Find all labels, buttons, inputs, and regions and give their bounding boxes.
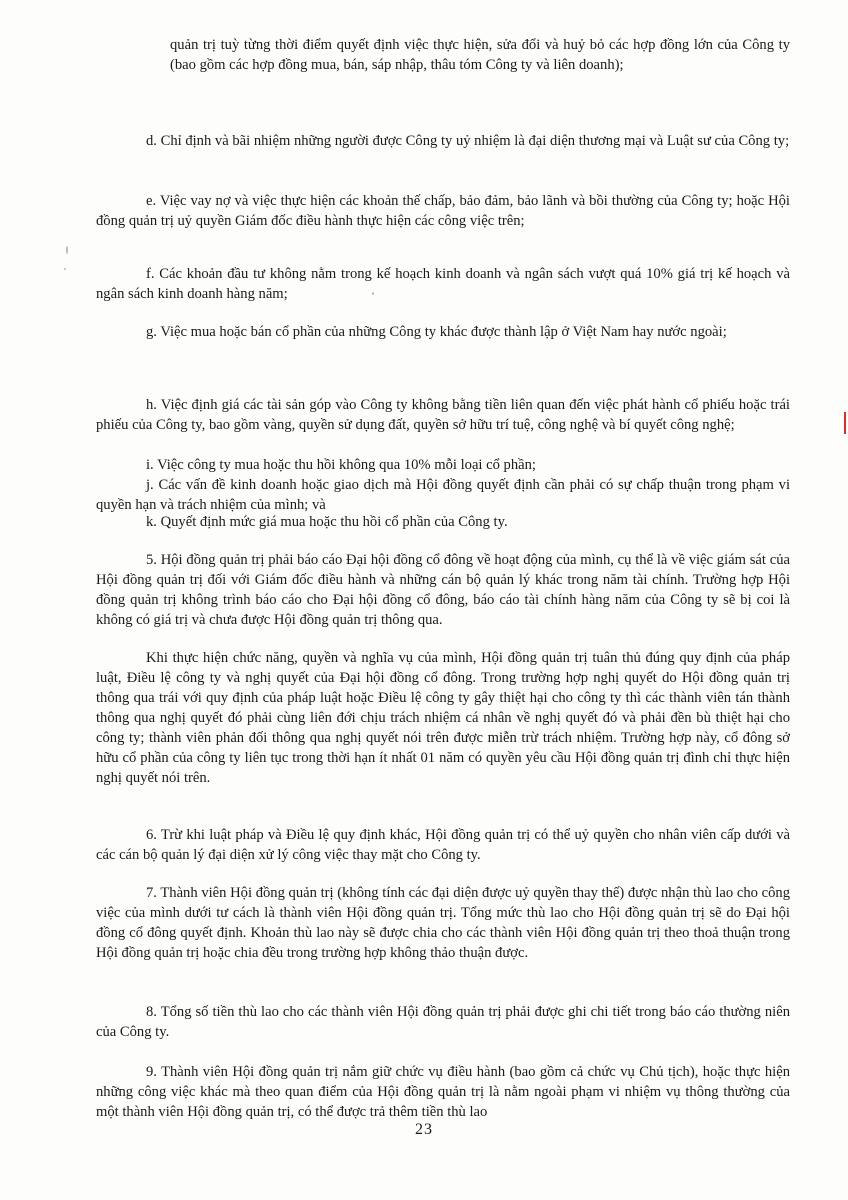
page-number: 23 xyxy=(415,1121,433,1138)
scan-speck xyxy=(64,268,66,270)
paragraph-h: h. Việc định giá các tài sản góp vào Công ty không bằng tiền liên quan đến việc phát hành cổ phiếu hoặc trái phiếu của Công ty, bao gồm vàng, quyền sử dụng đất, quyền sở hữu trí tuệ, công nghệ và bí quyết công nghệ; xyxy=(96,397,790,433)
paragraph-e: e. Việc vay nợ và việc thực hiện các khoản thế chấp, bảo đảm, bảo lãnh và bồi thường của Công ty; hoặc Hội đồng quản trị uỷ quyền Giám đốc điều hành thực hiện các công việc trên; xyxy=(96,193,790,229)
paragraph-j: j. Các vấn đề kinh doanh hoặc giao dịch mà Hội đồng quyết định cần phải có sự chấp thuận trong phạm vi quyền hạn và trách nhiệm của mình; và xyxy=(96,477,790,513)
paragraph-5-continued: Khi thực hiện chức năng, quyền và nghĩa vụ của mình, Hội đồng quản trị tuân thủ đúng quy định của pháp luật, Điều lệ công ty và nghị quyết của Đại hội đồng cổ đông. Trong trường hợp nghị quyết do Hội đồng quản trị thông qua trái với quy định của pháp luật hoặc Điều lệ công ty gây thiệt hại cho công ty thì các thành viên tán thành thông qua nghị quyết đó phải cùng liên đới chịu trách nhiệm cá nhân về nghị quyết đó và phải đền bù thiệt hại cho công ty; thành viên phản đối thông qua nghị quyết nói trên được miễn trừ trách nhiệm. Trường hợp này, cổ đông sở hữu cổ phần của công ty liên tục trong thời hạn ít nhất 01 năm có quyền yêu cầu Hội đồng quản trị đình chỉ thực hiện nghị quyết nói trên. xyxy=(96,650,790,786)
paragraph-f: f. Các khoản đầu tư không nằm trong kế hoạch kinh doanh và ngân sách vượt quá 10% giá trị kế hoạch và ngân sách kinh doanh hàng năm; xyxy=(96,266,790,302)
paragraph-7: 7. Thành viên Hội đồng quản trị (không tính các đại diện được uỷ quyền thay thế) được nhận thù lao cho công việc của mình dưới tư cách là thành viên Hội đồng quản trị. Tổng mức thù lao cho Hội đồng quản trị sẽ do Đại hội đồng cổ đông quyết định. Khoản thù lao này sẽ được chia cho các thành viên Hội đồng quản trị theo thoả thuận trong Hội đồng quản trị hoặc chia đều trong trường hợp không thảo thuận được. xyxy=(96,885,790,961)
paragraph-d: d. Chỉ định và bãi nhiệm những người được Công ty uỷ nhiệm là đại diện thương mại và Luật sư của Công ty; xyxy=(146,133,790,149)
scan-edge-mark xyxy=(844,412,846,434)
paragraph-9: 9. Thành viên Hội đồng quản trị nắm giữ chức vụ điều hành (bao gồm cả chức vụ Chủ tịch), hoặc thực hiện những công việc khác mà theo quan điểm của Hội đồng quản trị là nằm ngoài phạm vi nhiệm vụ thông thường của một thành viên Hội đồng quản trị, có thể được trả thêm tiền thù lao xyxy=(96,1064,790,1120)
paragraph-k: k. Quyết định mức giá mua hoặc thu hồi cổ phần của Công ty. xyxy=(146,514,508,530)
paragraph-i: i. Việc công ty mua hoặc thu hồi không qua 10% mỗi loại cổ phần; xyxy=(146,457,536,473)
scan-speck xyxy=(372,292,374,295)
paragraph-continuation: quản trị tuỳ từng thời điểm quyết định việc thực hiện, sửa đổi và huỷ bỏ các hợp đồng lớn của Công ty (bao gồm các hợp đồng mua, bán, sáp nhập, thâu tóm Công ty và liên doanh); xyxy=(170,37,790,73)
paragraph-6: 6. Trừ khi luật pháp và Điều lệ quy định khác, Hội đồng quản trị có thể uỷ quyền cho nhân viên cấp dưới và các cán bộ quản lý đại diện xử lý công việc thay mặt cho Công ty. xyxy=(96,827,790,863)
paragraph-8: 8. Tổng số tiền thù lao cho các thành viên Hội đồng quản trị phải được ghi chi tiết trong báo cáo thường niên của Công ty. xyxy=(96,1004,790,1040)
scan-speck xyxy=(66,246,68,254)
paragraph-g: g. Việc mua hoặc bán cổ phần của những Công ty khác được thành lập ở Việt Nam hay nước ngoài; xyxy=(146,324,727,340)
paragraph-5: 5. Hội đồng quản trị phải báo cáo Đại hội đồng cổ đông về hoạt động của mình, cụ thể là về việc giám sát của Hội đồng quản trị đối với Giám đốc điều hành và những cán bộ quản lý khác trong năm tài chính. Trường hợp Hội đồng quản trị không trình báo cáo cho Đại hội đồng cổ đông, báo cáo tài chính hàng năm của Công ty sẽ bị coi là không có giá trị và chưa được Hội đồng quản trị thông qua. xyxy=(96,552,790,628)
